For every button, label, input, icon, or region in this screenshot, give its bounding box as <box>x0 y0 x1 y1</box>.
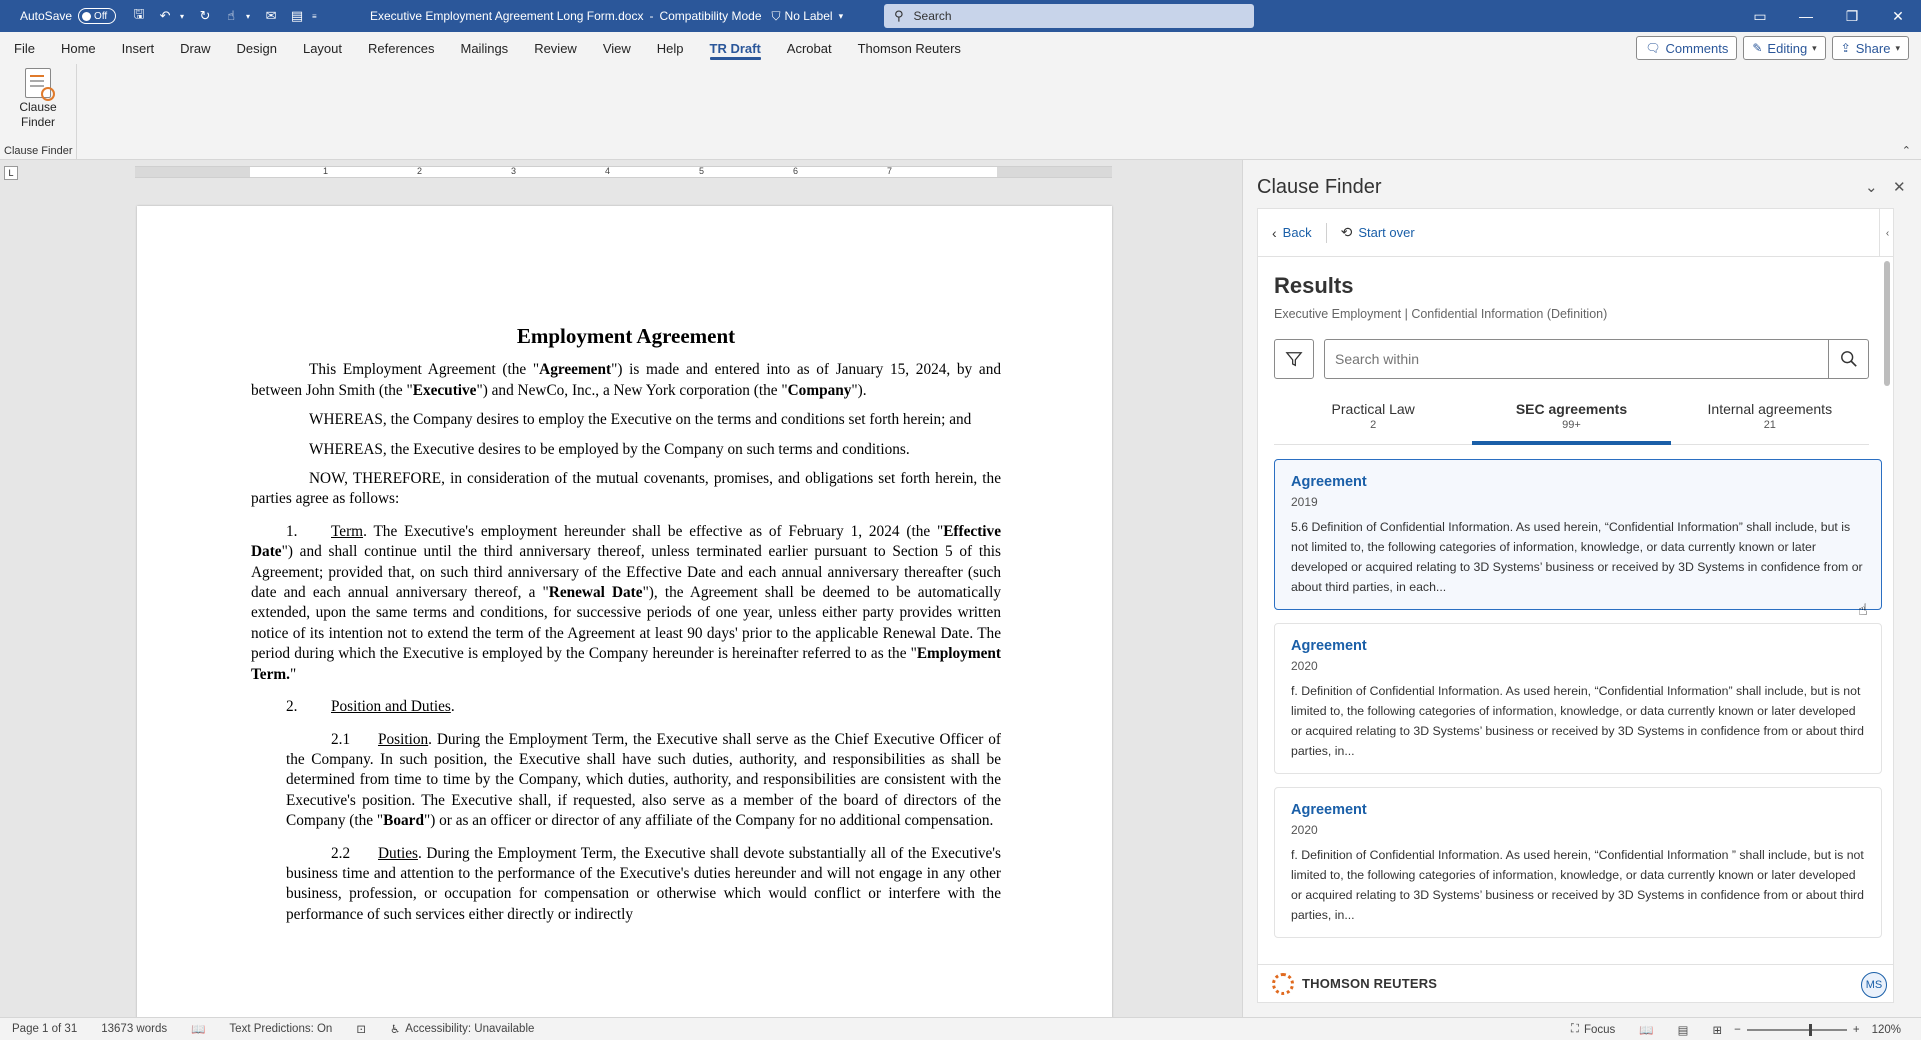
undo-icon[interactable]: ↶ <box>159 8 171 23</box>
read-mode-icon[interactable]: 📖 <box>1639 1024 1654 1037</box>
ribbon-right-actions <box>1636 36 1909 60</box>
customize-qat-icon[interactable]: ≡ <box>312 11 317 21</box>
chevron-down-icon: ▾ <box>1812 42 1817 53</box>
section-number: 2.2 <box>331 844 351 862</box>
text-run: . The Executive's employment hereunder shall be effective as of February 1, 2024 (the " <box>363 522 944 540</box>
result-snippet: 5.6 Definition of Confidential Information. As used herein, “Confidential Information” shall include, but is not limited to, the following categories of information, knowledge, or data currently known or later developed or acquired relating to 3D Systems’ business or received by 3D Systems in confidence from or about third parties, in each... <box>1291 520 1863 594</box>
start-over-label: Start over <box>1358 225 1415 240</box>
tab-internal-agreements[interactable] <box>1671 393 1869 444</box>
tab-insert[interactable]: Insert <box>121 40 155 56</box>
thomson-reuters-logo-icon <box>1272 973 1294 995</box>
section-title: Term <box>331 522 364 540</box>
tab-thomson-reuters[interactable]: Thomson Reuters <box>857 40 961 56</box>
chevron-down-icon[interactable]: ▾ <box>838 10 844 21</box>
document-name: Executive Employment Agreement Long Form.docx <box>370 9 644 23</box>
section-2-1 <box>251 730 1001 832</box>
tab-help[interactable]: Help <box>656 40 684 56</box>
focus-button[interactable] <box>1559 1023 1627 1036</box>
text-run: . <box>450 698 455 716</box>
defined-term: Employment Term. <box>251 645 1001 683</box>
clause-finder-group <box>0 64 77 160</box>
tab-selector[interactable]: L <box>4 166 18 180</box>
section-title: Duties <box>378 844 418 862</box>
tab-design[interactable]: Design <box>236 40 277 56</box>
touch-mode-icon[interactable]: ☝ <box>227 8 235 23</box>
text-run: . During the Employment Term, the Executive shall devote substantially all of the Executive's business time and attention to the performance of the Executive's duties hereunder and will not engage in any other business, profession, or occupation for compensation or otherwise which would conflict or interfere with the performance of such services either directly or indirectly <box>286 844 1001 923</box>
tab-acrobat[interactable]: Acrobat <box>786 40 832 56</box>
whereas-paragraph-2: WHEREAS, the Executive desires to be employed by the Company on such terms and conditions. <box>309 440 910 458</box>
zoom-level[interactable]: 120% <box>1871 1023 1901 1036</box>
defined-term: Effective Date <box>251 522 1001 561</box>
print-preview-icon[interactable]: ▤ <box>290 8 304 23</box>
autosave-label: AutoSave <box>20 9 73 23</box>
results-scrollbar[interactable] <box>1883 261 1891 991</box>
tab-draw[interactable]: Draw <box>180 40 211 56</box>
status-bar <box>0 1017 1921 1040</box>
text-run: ") is made and entered into as of January 15, 2024, by and between John Smith (the " <box>251 361 1001 399</box>
pane-footer <box>1258 964 1894 1002</box>
results-subtitle: Executive Employment | Confidential Information (Definition) <box>1274 307 1608 321</box>
autosave-state: Off <box>94 10 108 22</box>
document-heading: Employment Agreement <box>516 324 736 348</box>
brand-name: THOMSON REUTERS <box>1302 976 1438 991</box>
share-button[interactable] <box>1832 36 1909 60</box>
reset-icon: ⟲ <box>1340 224 1353 240</box>
close-icon[interactable]: ✕ <box>1892 7 1904 24</box>
focus-label: Focus <box>1583 1023 1616 1036</box>
tab-mailings[interactable]: Mailings <box>460 40 509 56</box>
start-over-button[interactable] <box>1327 224 1429 241</box>
results-title: Results <box>1274 273 1354 298</box>
clause-finder-button[interactable] <box>10 68 66 130</box>
ribbon-body <box>0 64 1921 160</box>
scrollbar-thumb[interactable] <box>1884 261 1890 386</box>
accessibility-status[interactable] <box>378 1022 546 1036</box>
clause-finder-pane <box>1242 160 1921 1017</box>
ruler-number: 2 <box>417 166 423 176</box>
ruler-margin-left <box>135 167 250 177</box>
ruler-number: 5 <box>699 166 705 176</box>
result-title[interactable]: Agreement <box>1291 638 1367 654</box>
result-title[interactable]: Agreement <box>1291 474 1367 490</box>
editing-button[interactable] <box>1743 36 1825 60</box>
clause-finder-button-label: Clause Finder <box>19 100 57 129</box>
section-2 <box>251 697 1001 717</box>
share-icon: ⇪ <box>1840 41 1851 55</box>
pane-options-icon[interactable]: ⌄ <box>1865 179 1878 196</box>
web-layout-icon[interactable]: ⊞ <box>1712 1024 1723 1037</box>
text-run: ") and NewCo, Inc., a New York corporation (the " <box>476 381 788 399</box>
text-run: ") or as an officer or director of any affiliate of the Company for no additional compensation. <box>423 812 994 830</box>
group-label: Clause Finder <box>4 145 73 157</box>
section-number: 2.1 <box>331 730 351 748</box>
back-button[interactable] <box>1258 225 1326 241</box>
toggle-knob <box>82 12 91 21</box>
result-year: 2020 <box>1291 659 1318 673</box>
tab-tr-draft[interactable]: TR Draft <box>697 32 774 64</box>
ruler-number: 6 <box>793 166 799 176</box>
text-run: ") and shall continue until the third anniversary thereof, unless terminated earlier pursuant to Section 5 of this Agreement; provided that, on such third anniversary of the Effective Date and each annual anniversary thereafter (such date and each annual anniversary thereof, a " <box>251 543 1001 602</box>
comments-button[interactable] <box>1636 36 1737 60</box>
result-snippet: f. Definition of Confidential Information. As used herein, “Confidential Information ” shall include, but is not limited to, the following categories of information, knowledge, or data currently known or later developed or acquired relating to 3D Systems’ business or received by 3D Systems in confidence from or about third parties, in... <box>1291 848 1864 922</box>
text-predictions[interactable]: Text Predictions: On <box>229 1023 333 1035</box>
clause-finder-icon <box>25 68 51 98</box>
tab-count: 21 <box>1763 419 1776 431</box>
filter-icon <box>1285 350 1303 368</box>
avatar[interactable]: MS <box>1861 972 1887 998</box>
document-title <box>370 0 843 32</box>
section-number: 1. <box>286 522 298 540</box>
compatibility-mode: Compatibility Mode <box>659 9 762 23</box>
text-run: "). <box>851 381 867 399</box>
shield-icon: ⛉ <box>771 8 781 23</box>
source-tabs <box>1274 393 1869 445</box>
sensitivity-label[interactable]: No Label <box>784 9 833 23</box>
search-placeholder: Search <box>913 9 952 23</box>
tab-count: 99+ <box>1562 419 1581 431</box>
results-list <box>1274 459 1884 964</box>
macro-icon[interactable]: ⊡ <box>356 1024 366 1036</box>
autosave-toggle[interactable] <box>78 8 116 24</box>
proofing-icon[interactable]: 📖 <box>191 1024 206 1036</box>
tab-label: Internal agreements <box>1707 401 1833 417</box>
touch-dropdown-icon[interactable]: ▾ <box>246 11 251 21</box>
tab-practical-law[interactable] <box>1274 393 1472 444</box>
ruler-number: 4 <box>605 166 611 176</box>
intro-paragraph <box>251 360 1001 401</box>
accessibility-icon: ♿ <box>389 1024 401 1036</box>
zoom-out-icon[interactable]: − <box>1734 1023 1741 1036</box>
zoom-slider-thumb[interactable] <box>1809 1024 1812 1036</box>
now-therefore-paragraph: NOW, THEREFORE, in consideration of the mutual covenants, promises, and obligations set forth herein, the parties agree as follows: <box>251 470 1001 508</box>
tab-home[interactable]: Home <box>60 40 96 56</box>
word-count[interactable]: 13673 words <box>101 1023 168 1035</box>
tab-file[interactable]: File <box>14 40 35 56</box>
ribbon-tabs <box>0 32 1921 64</box>
title-bar <box>0 0 1921 32</box>
text-run: This Employment Agreement (the " <box>309 361 540 379</box>
title-separator: - <box>649 9 654 23</box>
result-card[interactable] <box>1274 787 1882 938</box>
mouse-cursor-icon: ☝ <box>1858 602 1868 619</box>
tab-label: Practical Law <box>1331 401 1415 417</box>
editing-label: Editing <box>1767 40 1808 56</box>
defined-term: Renewal Date <box>548 584 643 602</box>
print-layout-icon[interactable]: ▤ <box>1677 1024 1689 1037</box>
back-label: Back <box>1282 225 1312 240</box>
section-2-2 <box>251 844 1001 926</box>
collapse-ribbon-icon[interactable]: ⌃ <box>1901 145 1911 157</box>
document-area <box>0 160 1242 1017</box>
save-icon[interactable]: 🖫 <box>133 6 145 21</box>
filter-button[interactable] <box>1274 339 1314 379</box>
search-within-input[interactable] <box>1325 340 1828 378</box>
quick-access-toolbar <box>128 5 322 27</box>
accessibility-label: Accessibility: Unavailable <box>405 1023 535 1035</box>
result-year: 2020 <box>1291 823 1318 837</box>
pane-title: Clause Finder <box>1257 176 1382 198</box>
pane-nav <box>1258 209 1894 257</box>
section-1 <box>251 522 1001 685</box>
section-title: Position and Duties <box>331 698 451 716</box>
ribbon-display-icon[interactable]: ▭ <box>1753 7 1767 24</box>
defined-term: Company <box>787 381 852 399</box>
tab-label: SEC agreements <box>1515 401 1628 417</box>
ruler-number: 1 <box>323 166 329 176</box>
defined-term: Agreement <box>539 361 612 379</box>
chevron-left-icon: ‹ <box>1272 224 1277 241</box>
email-icon[interactable]: ✉ <box>265 8 277 23</box>
tab-count: 2 <box>1370 419 1377 431</box>
share-label: Share <box>1855 40 1891 56</box>
minimize-icon[interactable]: — <box>1799 8 1813 24</box>
ruler-margin-right <box>997 167 1112 177</box>
ruler-number: 7 <box>887 166 893 176</box>
focus-icon: ⛶ <box>1570 1023 1579 1035</box>
document-body[interactable] <box>251 326 1001 934</box>
text-run: . During the Employment Term, the Executive shall serve as the Chief Executive Officer of the Company. In such position, the Executive shall have such duties, authority, and responsibilities as shall be determined from time to time by the Company, which duties, authority, and responsibilities are consistent with the Executive's position. The Executive shall, if requested, also serve as a member of the board of directors of the Company (the " <box>286 730 1001 830</box>
redo-icon[interactable]: ↻ <box>199 8 211 23</box>
text-run: " <box>289 665 297 683</box>
result-title[interactable]: Agreement <box>1291 802 1367 818</box>
text-run: "), the Agreement shall be deemed to be automatically extended, upon the same terms and conditions, for successive periods of one year, unless either party provides written notice of its intention not to extend the term of the Agreement at least 90 days' prior to the applicable Renewal Date. The period during which the Executive is employed by the Company hereunder is hereinafter referred to as the " <box>251 584 1002 663</box>
tab-view[interactable]: View <box>602 40 631 56</box>
result-year: 2019 <box>1291 495 1318 509</box>
search-within-button[interactable] <box>1828 340 1868 378</box>
tab-references[interactable]: References <box>368 40 435 56</box>
page-count[interactable]: Page 1 of 31 <box>12 1023 78 1035</box>
search-icon: ⚲ <box>894 8 904 23</box>
comment-icon: 🗨 <box>1645 41 1661 55</box>
search-box[interactable] <box>884 4 1254 28</box>
search-icon <box>1840 350 1858 368</box>
pane-close-icon[interactable]: ✕ <box>1893 179 1906 196</box>
comments-label: Comments <box>1665 40 1729 56</box>
undo-dropdown-icon[interactable]: ▾ <box>180 11 185 21</box>
collapse-panel-icon[interactable]: ‹ <box>1879 209 1894 257</box>
document-page[interactable] <box>137 206 1112 1017</box>
chevron-down-icon: ▾ <box>1895 42 1900 53</box>
result-card[interactable] <box>1274 623 1882 774</box>
whereas-paragraph-1: WHEREAS, the Company desires to employ the Executive on the terms and conditions set forth herein; and <box>309 411 972 429</box>
result-snippet: f. Definition of Confidential Information. As used herein, “Confidential Information” shall include, but is not limited to, the following categories of information, knowledge, or data currently known or later developed or acquired relating to 3D Systems’ business or received by 3D Systems in confidence from or about third parties, in... <box>1291 684 1864 758</box>
tab-review[interactable]: Review <box>534 40 577 56</box>
pane-content <box>1257 208 1894 1003</box>
section-number: 2. <box>286 698 298 716</box>
defined-term: Board <box>383 812 424 830</box>
tab-layout[interactable]: Layout <box>302 40 343 56</box>
restore-icon[interactable]: ❐ <box>1845 7 1859 24</box>
tab-sec-agreements[interactable] <box>1472 393 1670 444</box>
ruler-number: 3 <box>511 166 517 176</box>
search-within-box <box>1324 339 1869 379</box>
horizontal-ruler[interactable] <box>135 166 1112 178</box>
zoom-in-icon[interactable]: + <box>1852 1023 1860 1036</box>
section-title: Position <box>378 730 429 748</box>
zoom-slider[interactable] <box>1747 1029 1847 1031</box>
result-card[interactable] <box>1274 459 1882 610</box>
pencil-icon: ✎ <box>1752 41 1763 55</box>
defined-term: Executive <box>412 381 477 399</box>
